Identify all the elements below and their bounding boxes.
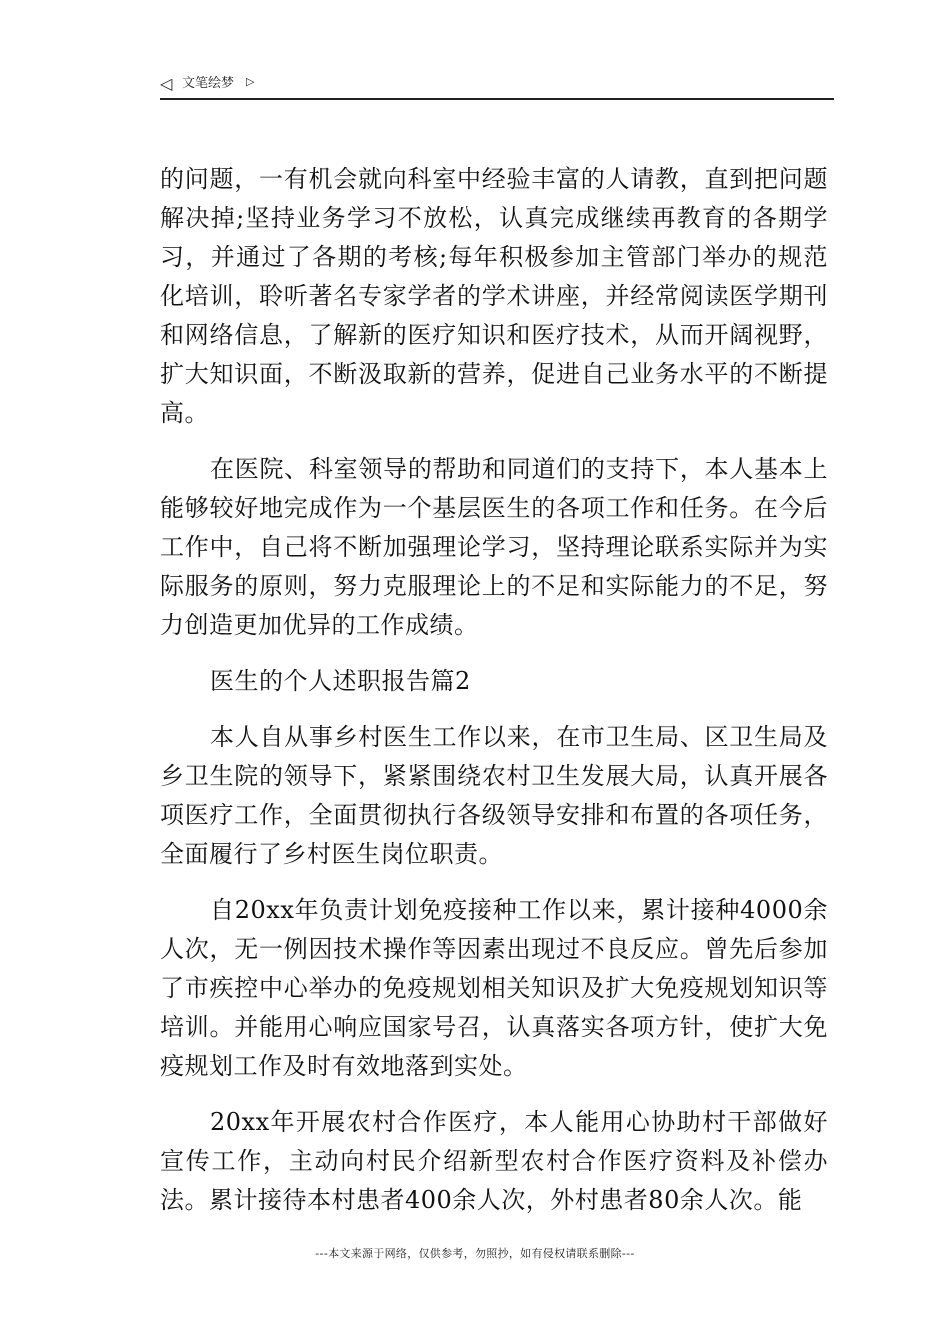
page-header [160, 74, 834, 100]
left-triangle-icon: ◁ [160, 74, 173, 93]
paragraph-continued: 的问题，一有机会就向科室中经验丰富的人请教，直到把问题解决掉;坚持业务学习不放松，认真完成继续再教育的各期学习，并通过了各期的考核;每年积极参加主管部门举办的规范化培训，聆听著名专家学者的学术讲座，并经常阅读医学期刊和网络信息，了解新的医疗知识和医疗技术，从而开阔视野，扩大知识面，不断汲取新的营养，促进自己业务水平的不断提高。 [160, 165, 828, 427]
paragraph: 自20xx年负责计划免疫接种工作以来，累计接种4000余人次，无一例因技术操作等因素出现过不良反应。曾先后参加了市疾控中心举办的免疫规划相关知识及扩大免疫规划知识等培训。并能用心响应国家号召，认真落实各项方针，使扩大免疫规划工作及时有效地落到实处。 [160, 896, 828, 1080]
section-heading: 医生的个人述职报告篇2 [210, 667, 471, 695]
paragraph: 在医院、科室领导的帮助和同道们的支持下，本人基本上能够较好地完成作为一个基层医生的各项工作和任务。在今后工作中，自己将不断加强理论学习，坚持理论联系实际并为实际服务的原则，努力克服理论上的不足和实际能力的不足，努力创造更加优异的工作成绩。 [160, 455, 828, 639]
paragraph: 20xx年开展农村合作医疗，本人能用心协助村干部做好宣传工作，主动向村民介绍新型农村合作医疗资料及补偿办法。累计接待本村患者400余人次，外村患者80余人次。能 [160, 1108, 828, 1214]
right-triangle-icon: ▷ [246, 75, 255, 88]
header-brand: 文笔绘梦 [182, 76, 235, 91]
document-body [160, 160, 828, 1220]
page-footer-disclaimer: ---本文来源于网络，仅供参考，勿照抄，如有侵权请联系删除--- [315, 1247, 635, 1260]
paragraph: 本人自从事乡村医生工作以来，在市卫生局、区卫生局及乡卫生院的领导下，紧紧围绕农村卫生发展大局，认真开展各项医疗工作，全面贯彻执行各级领导安排和布置的各项任务，全面履行了乡村医生岗位职责。 [160, 723, 828, 868]
